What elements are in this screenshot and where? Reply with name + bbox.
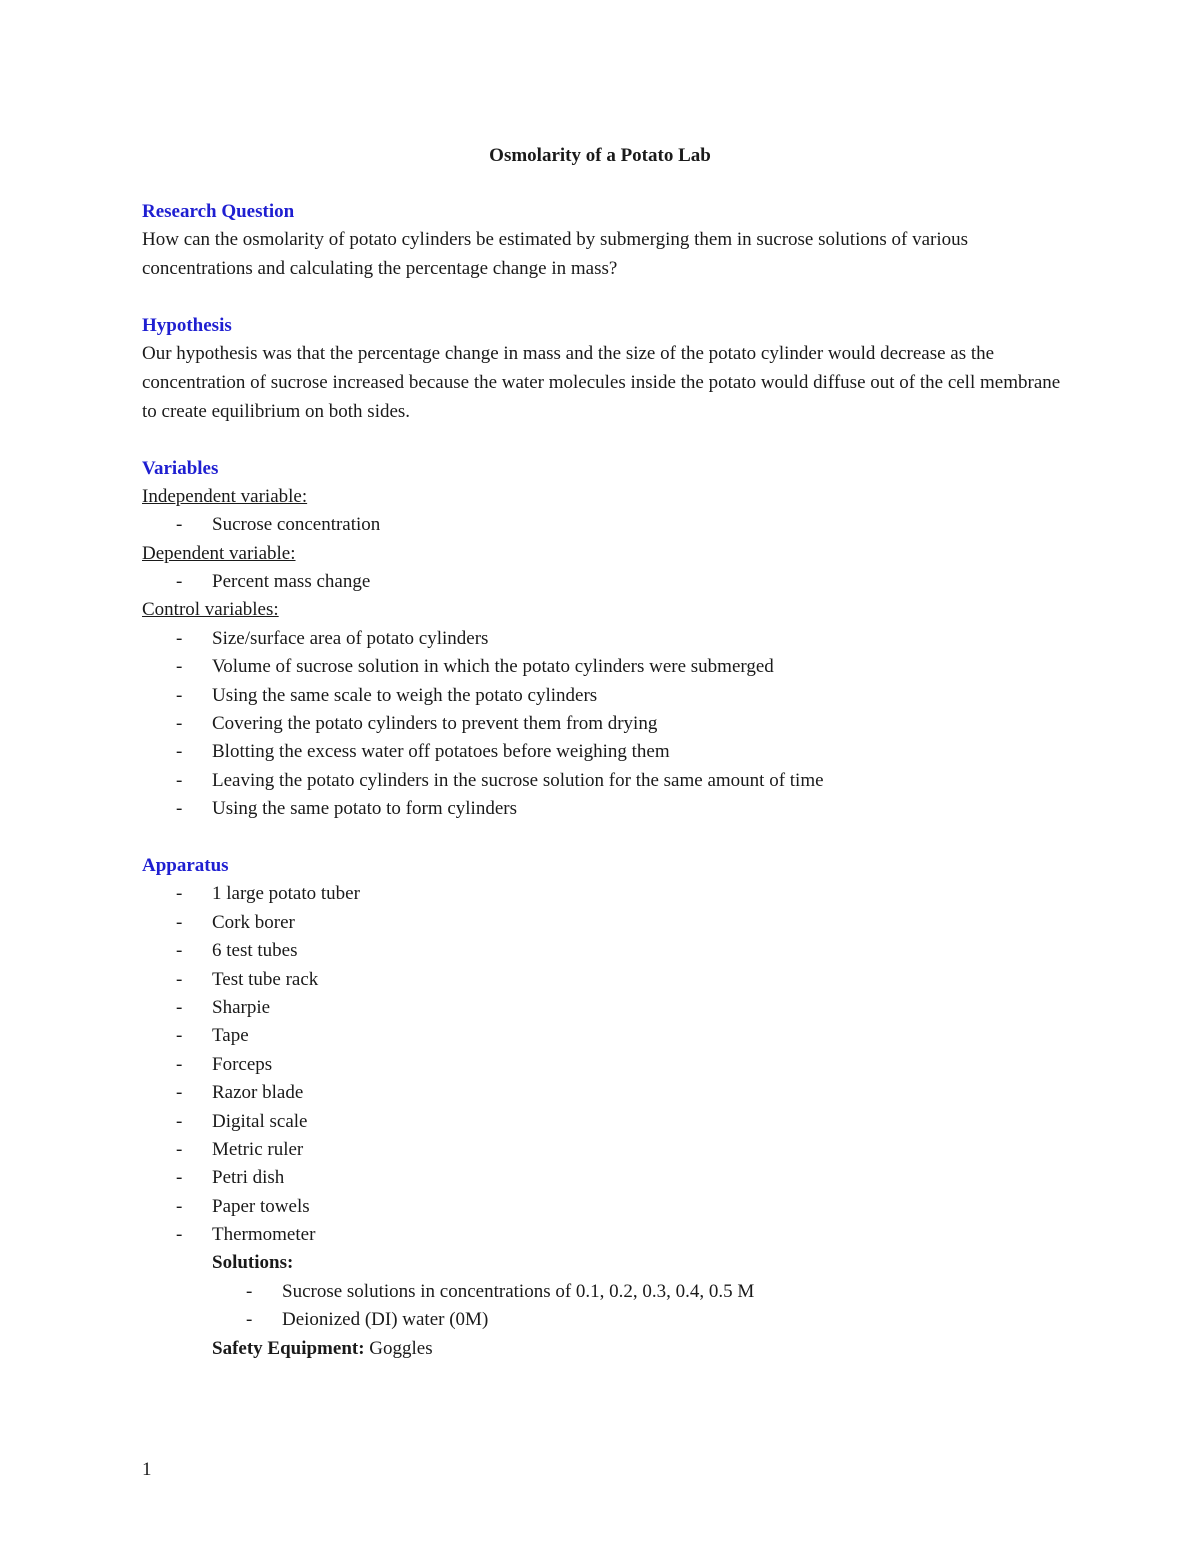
apparatus-list bbox=[142, 880, 1062, 1249]
list-item: - Razor blade bbox=[176, 1082, 304, 1104]
list-item: - Sucrose concentration bbox=[176, 514, 381, 536]
list-item: - Sharpie bbox=[176, 996, 271, 1018]
list-item: - Using the same scale to weigh the potato cylinders bbox=[176, 684, 598, 706]
safety-equipment-value: Goggles bbox=[369, 1337, 433, 1359]
list-item: - Volume of sucrose solution in which the potato cylinders were submerged bbox=[176, 656, 774, 678]
page-number: 1 bbox=[142, 1459, 152, 1480]
list-item: - Cork borer bbox=[176, 911, 295, 933]
list-item: - Thermometer bbox=[176, 1224, 316, 1246]
list-item: - Petri dish bbox=[176, 1167, 285, 1189]
research-question-text: How can the osmolarity of potato cylinders be estimated by submerging them in sucrose solutions of various concentrations and calculating the percentage change in mass? bbox=[142, 229, 968, 279]
dependent-variable-list bbox=[142, 568, 1062, 596]
variables-heading: Variables bbox=[142, 457, 219, 479]
independent-variable-list bbox=[142, 511, 1062, 539]
independent-variable-label: Independent variable: bbox=[142, 485, 308, 507]
list-item: - Leaving the potato cylinders in the sucrose solution for the same amount of time bbox=[176, 769, 824, 791]
list-item: - Size/surface area of potato cylinders bbox=[176, 627, 489, 649]
control-variables-label: Control variables: bbox=[142, 599, 279, 621]
document-title: Osmolarity of a Potato Lab bbox=[489, 145, 711, 166]
list-item: - Tape bbox=[176, 1025, 249, 1047]
solutions-list bbox=[142, 1278, 1062, 1335]
list-item: - Percent mass change bbox=[176, 571, 371, 593]
list-item: - Forceps bbox=[176, 1053, 273, 1075]
control-variables-list bbox=[142, 625, 1062, 824]
list-item: - Sucrose solutions in concentrations of 0.1, 0.2, 0.3, 0.4, 0.5 M bbox=[246, 1280, 755, 1302]
list-item: - 6 test tubes bbox=[176, 940, 298, 962]
apparatus-heading: Apparatus bbox=[142, 855, 229, 876]
list-item: - Test tube rack bbox=[176, 968, 319, 990]
list-item: - Covering the potato cylinders to prevent them from drying bbox=[176, 713, 658, 735]
safety-equipment-label: Safety Equipment: bbox=[212, 1337, 365, 1359]
list-item: - Paper towels bbox=[176, 1195, 310, 1217]
list-item: - Deionized (DI) water (0M) bbox=[246, 1309, 489, 1331]
document-body bbox=[142, 198, 1062, 1363]
solutions-label: Solutions: bbox=[212, 1252, 294, 1274]
list-item: - Digital scale bbox=[176, 1110, 308, 1132]
list-item: - Using the same potato to form cylinders bbox=[176, 798, 517, 820]
research-question-heading: Research Question bbox=[142, 201, 295, 222]
list-item: - Blotting the excess water off potatoes before weighing them bbox=[176, 741, 670, 763]
list-item: - Metric ruler bbox=[176, 1138, 304, 1160]
hypothesis-text: Our hypothesis was that the percentage change in mass and the size of the potato cylinder would decrease as the concentration of sucrose increased because the water molecules inside the potato would diffuse out of the cell membrane to create equilibrium on both sides. bbox=[142, 343, 1061, 422]
safety-equipment-line bbox=[142, 1335, 1062, 1363]
hypothesis-heading: Hypothesis bbox=[142, 314, 232, 336]
list-item: - 1 large potato tuber bbox=[176, 883, 360, 905]
dependent-variable-label: Dependent variable: bbox=[142, 542, 296, 564]
